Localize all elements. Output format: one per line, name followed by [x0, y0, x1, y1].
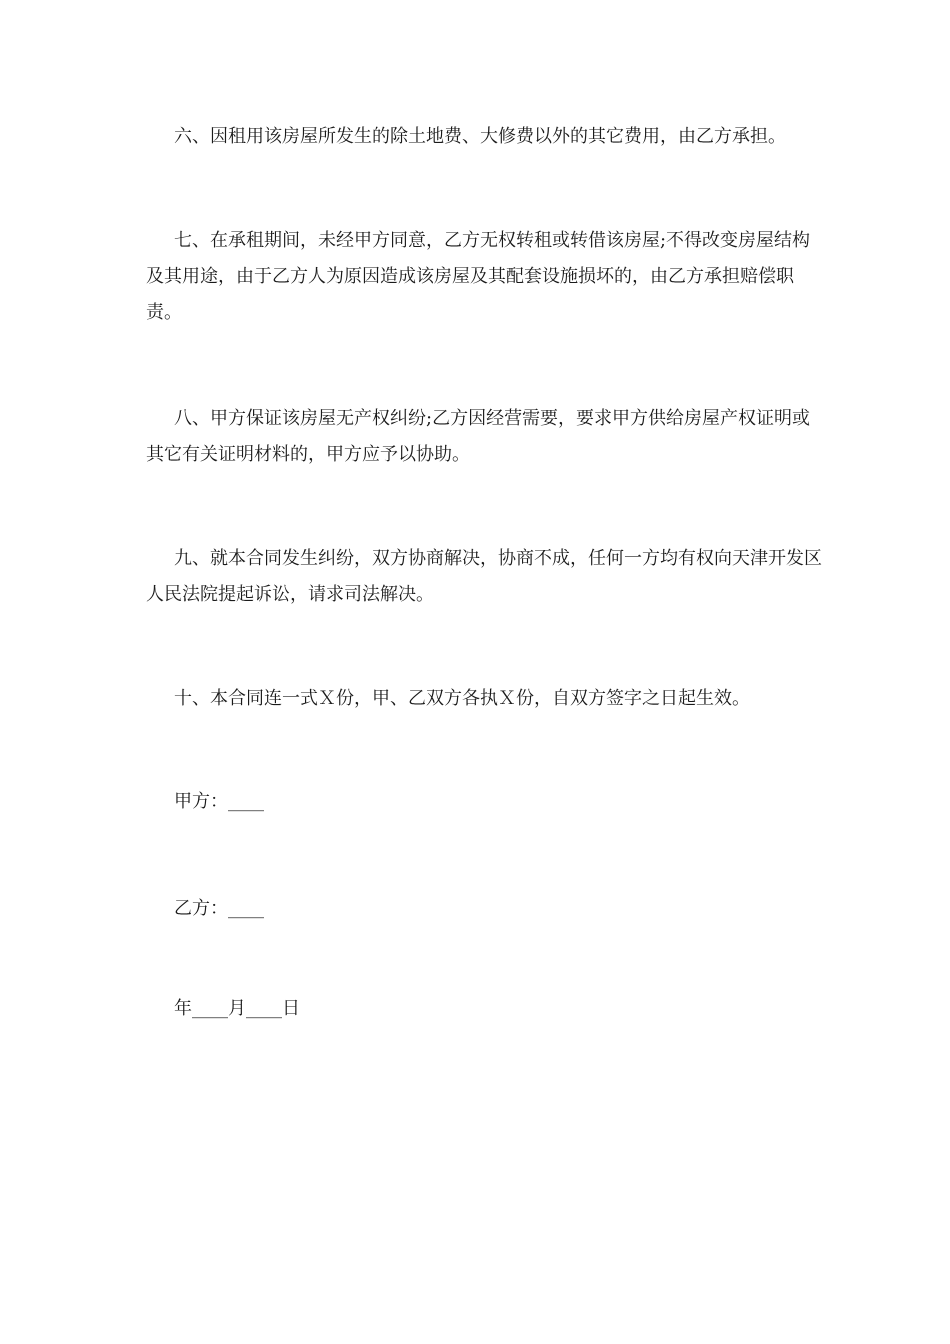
clause-10: 十、本合同连一式Ｘ份，甲、乙双方各执Ｘ份，自双方签字之日起生效。	[174, 688, 750, 709]
signature-date-line: 年____月____日	[174, 998, 300, 1019]
party-b-signature-line: 乙方：____	[174, 898, 264, 919]
party-a-signature-line: 甲方：____	[174, 791, 264, 812]
clause-6: 六、因租用该房屋所发生的除土地费、大修费以外的其它费用，由乙方承担。	[174, 126, 786, 147]
clause-8: 八、甲方保证该房屋无产权纠纷;乙方因经营需要，要求甲方供给房屋产权证明或其它有关证明材料的，甲方应予以协助。	[146, 408, 811, 465]
clause-9: 九、就本合同发生纠纷，双方协商解决，协商不成，任何一方均有权向天津开发区人民法院提起诉讼，请求司法解决。	[146, 548, 822, 605]
clause-7: 七、在承租期间，未经甲方同意，乙方无权转租或转借该房屋;不得改变房屋结构及其用途，由于乙方人为原因造成该房屋及其配套设施损坏的，由乙方承担赔偿职责。	[146, 230, 811, 323]
